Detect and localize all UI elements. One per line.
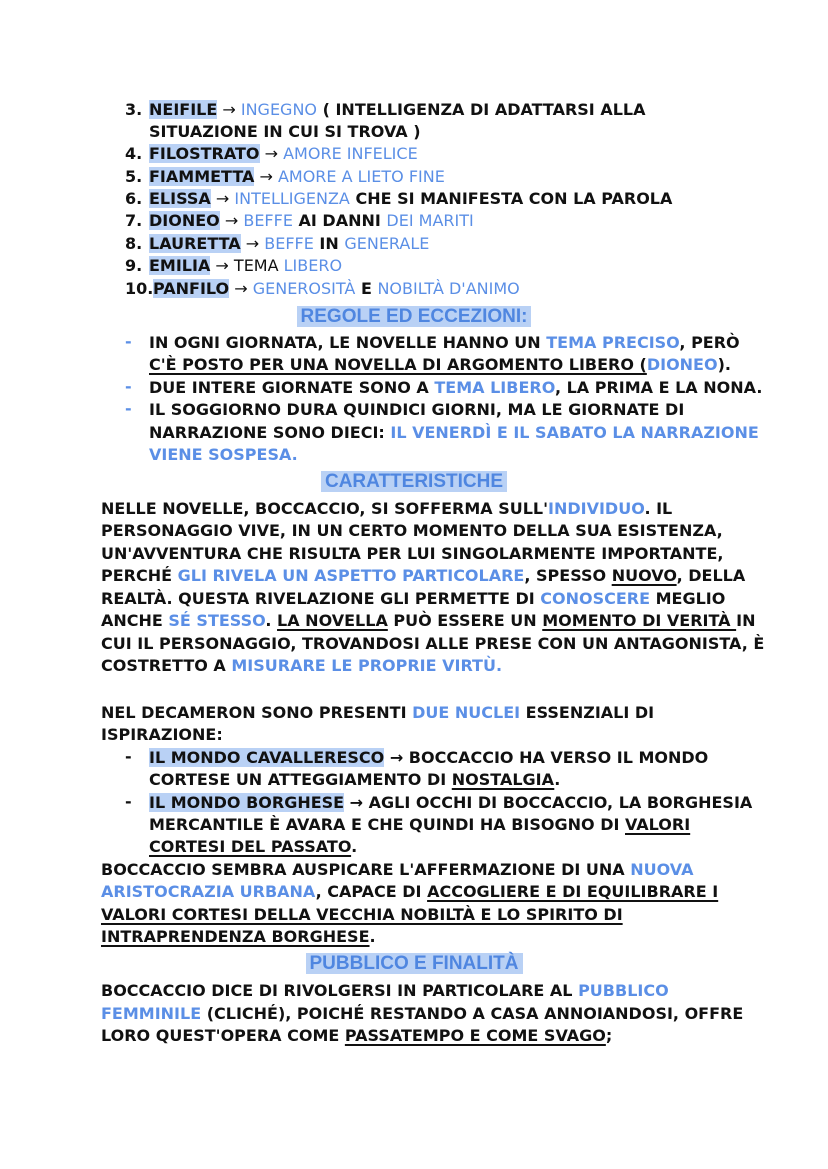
paragraph-line: LORO QUEST'OPERA COME PASSATEMPO E COME SVAGO; (101, 1026, 613, 1045)
paragraph-line: ISPIRAZIONE: (101, 725, 223, 744)
bullet-line: CORTESE UN ATTEGGIAMENTO DI NOSTALGIA. (149, 770, 561, 789)
rule-line: IN OGNI GIORNATA, LE NOVELLE HANNO UN TEMA PRECISO, PERÒ (149, 333, 740, 352)
list-item: 6. ELISSA → INTELLIGENZA CHE SI MANIFESTA CON LA PAROLA (125, 189, 673, 208)
paragraph-line: ANCHE SÉ STESSO. LA NOVELLA PUÒ ESSERE UN MOMENTO DI VERITÀ IN (101, 611, 756, 630)
bullet-dash: - (125, 332, 132, 351)
paragraph-line: PERCHÉ GLI RIVELA UN ASPETTO PARTICOLARE, SPESSO NUOVO, DELLA (101, 566, 746, 585)
paragraph-line: NEL DECAMERON SONO PRESENTI DUE NUCLEI ESSENZIALI DI (101, 703, 655, 722)
paragraph-line: UN'AVVENTURA CHE RISULTA PER LUI SINGOLARMENTE IMPORTANTE, (101, 544, 724, 563)
list-item: 7. DIONEO → BEFFE AI DANNI DEI MARITI (125, 211, 474, 230)
bullet-line: IL MONDO BORGHESE → AGLI OCCHI DI BOCCACCIO, LA BORGHESIA (149, 793, 753, 812)
section-heading-caratteristiche: CARATTERISTICHE (0, 469, 828, 495)
paragraph-line: REALTÀ. QUESTA RIVELAZIONE GLI PERMETTE DI CONOSCERE MEGLIO (101, 589, 726, 608)
rule-line: IL SOGGIORNO DURA QUINDICI GIORNI, MA LE GIORNATE DI (149, 400, 685, 419)
paragraph-line: COSTRETTO A MISURARE LE PROPRIE VIRTÙ. (101, 656, 503, 675)
paragraph-line: CUI IL PERSONAGGIO, TROVANDOSI ALLE PRESE CON UN ANTAGONISTA, È (101, 634, 765, 653)
paragraph-line: BOCCACCIO DICE DI RIVOLGERSI IN PARTICOLARE AL PUBBLICO (101, 981, 669, 1000)
list-item: 3. NEIFILE → INGEGNO ( INTELLIGENZA DI ADATTARSI ALLA (125, 100, 646, 119)
rule-line: C'È POSTO PER UNA NOVELLA DI ARGOMENTO LIBERO (DIONEO). (149, 355, 731, 374)
section-heading-regole: REGOLE ED ECCEZIONI: (0, 304, 828, 330)
bullet-line: IL MONDO CAVALLERESCO → BOCCACCIO HA VERSO IL MONDO (149, 748, 709, 767)
bullet-dash: - (125, 377, 132, 396)
list-item: 5. FIAMMETTA → AMORE A LIETO FINE (125, 167, 445, 186)
paragraph-line: BOCCACCIO SEMBRA AUSPICARE L'AFFERMAZIONE DI UNA NUOVA (101, 860, 694, 879)
rule-line: DUE INTERE GIORNATE SONO A TEMA LIBERO, LA PRIMA E LA NONA. (149, 378, 763, 397)
paragraph-line: INTRAPRENDENZA BORGHESE. (101, 927, 376, 946)
paragraph-line: NELLE NOVELLE, BOCCACCIO, SI SOFFERMA SULL'INDIVIDUO. IL (101, 499, 673, 518)
bullet-line: CORTESI DEL PASSATO. (149, 837, 358, 856)
bullet-dash: - (125, 747, 132, 766)
paragraph-line: VALORI CORTESI DELLA VECCHIA NOBILTÀ E LO SPIRITO DI (101, 905, 623, 924)
list-item: 10.PANFILO → GENEROSITÀ E NOBILTÀ D'ANIMO (125, 279, 520, 298)
section-heading-pubblico: PUBBLICO E FINALITÀ (0, 951, 828, 977)
list-item: 9. EMILIA → TEMA LIBERO (125, 256, 343, 275)
list-item: 8. LAURETTA → BEFFE IN GENERALE (125, 234, 430, 253)
bullet-dash: - (125, 399, 132, 418)
rule-line: VIENE SOSPESA. (149, 445, 298, 464)
list-item-continuation: SITUAZIONE IN CUI SI TROVA ) (149, 122, 421, 141)
paragraph-line: FEMMINILE (CLICHÉ), POICHÉ RESTANDO A CASA ANNOIANDOSI, OFFRE (101, 1004, 744, 1023)
bullet-dash: - (125, 792, 132, 811)
rule-line: NARRAZIONE SONO DIECI: IL VENERDÌ E IL SABATO LA NARRAZIONE (149, 423, 759, 442)
paragraph-line: ARISTOCRAZIA URBANA, CAPACE DI ACCOGLIERE E DI EQUILIBRARE I (101, 882, 719, 901)
paragraph-line: PERSONAGGIO VIVE, IN UN CERTO MOMENTO DELLA SUA ESISTENZA, (101, 521, 723, 540)
list-item: 4. FILOSTRATO → AMORE INFELICE (125, 144, 418, 163)
bullet-line: MERCANTILE È AVARA E CHE QUINDI HA BISOGNO DI VALORI (149, 815, 691, 834)
